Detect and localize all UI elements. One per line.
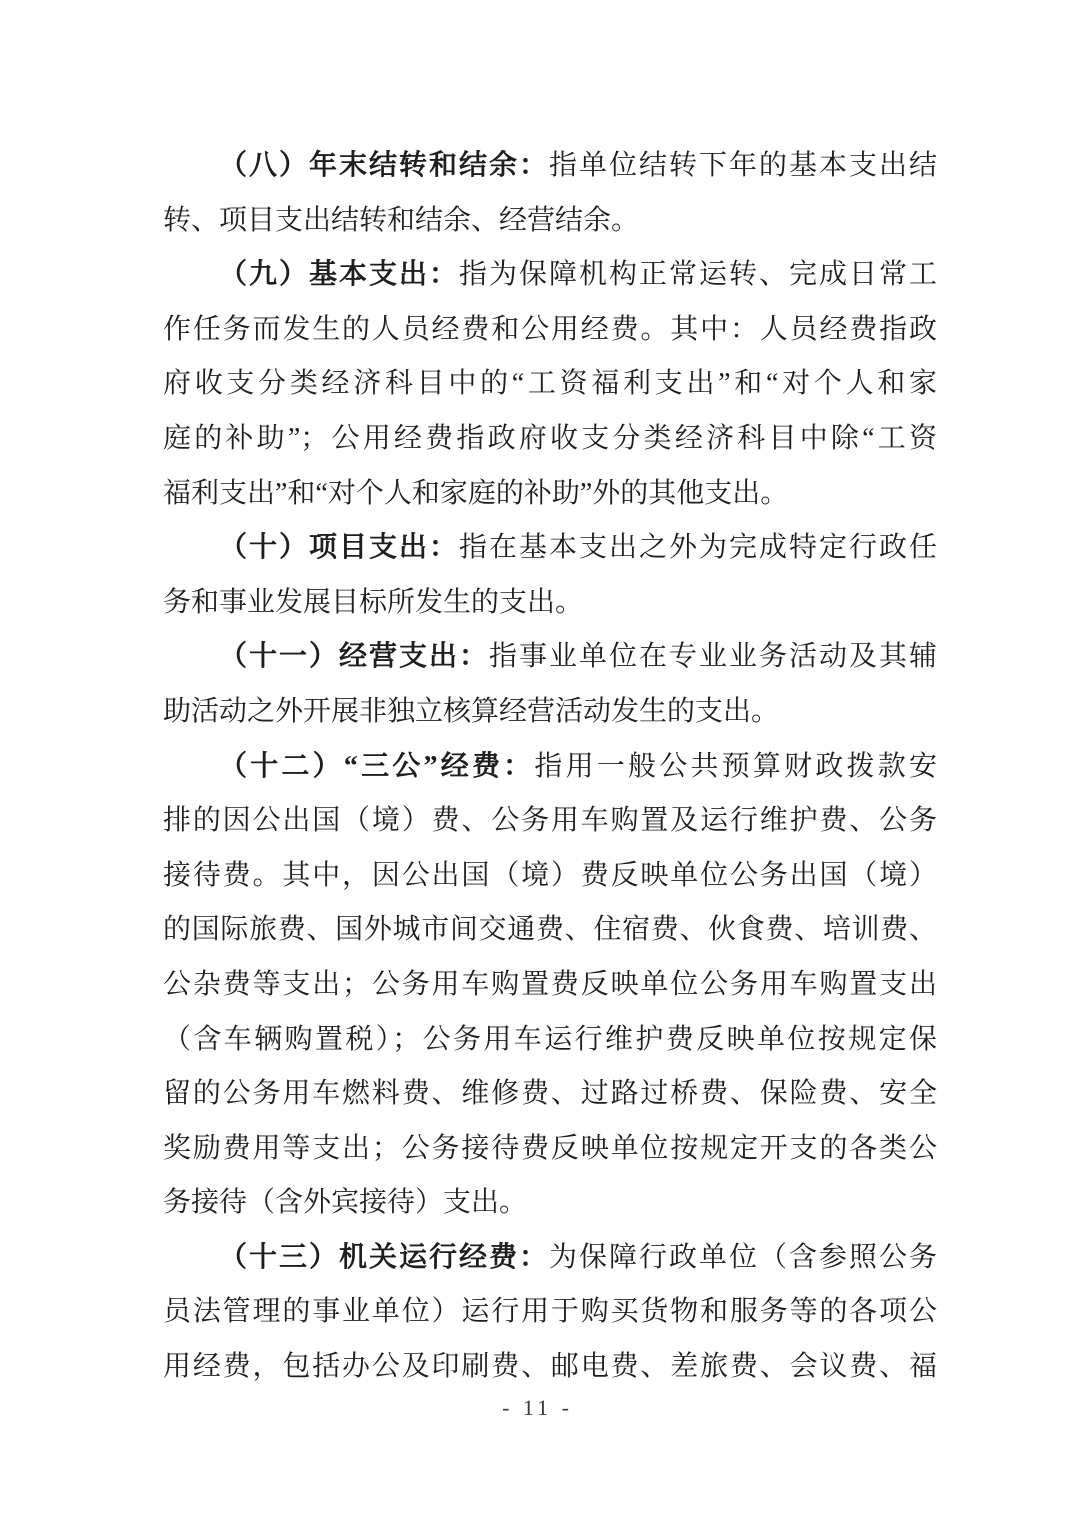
text-line <box>163 194 937 249</box>
body-text: 务接待（含外宾接待）支出。 <box>163 1187 528 1219</box>
body-text: 指事业单位在专业业务活动及其辅 <box>489 641 937 673</box>
text-line <box>163 1122 937 1177</box>
body-text: 作任务而发生的人员经费和公用经费。其中：人员经费指政 <box>163 313 937 345</box>
section-heading: （十一）经营支出： <box>219 641 489 673</box>
document-body <box>163 139 937 1395</box>
page-number: - 11 - <box>502 1395 573 1420</box>
body-text: 庭的补助”；公用经费指政府收支分类经济科目中除“工资 <box>163 422 937 454</box>
body-text: 助活动之外开展非独立核算经营活动发生的支出。 <box>163 695 780 727</box>
body-text: 务和事业发展目标所发生的支出。 <box>163 586 584 618</box>
body-text: 指用一般公共预算财政拨款安 <box>534 750 937 782</box>
text-line <box>163 1340 937 1395</box>
text-line <box>163 1231 937 1286</box>
body-text: 指单位结转下年的基本支出结 <box>549 150 937 181</box>
body-text: 转、项目支出结转和结余、经营结余。 <box>163 204 640 236</box>
body-text: 奖励费用等支出；公务接待费反映单位按规定开支的各类公 <box>163 1132 937 1164</box>
body-text: 为保障行政单位（含参照公务 <box>549 1241 937 1273</box>
text-line <box>163 139 937 194</box>
body-text: 指为保障机构正常运转、完成日常工 <box>459 259 937 291</box>
section-heading: （十二）“三公”经费： <box>219 750 535 782</box>
text-line <box>163 958 937 1013</box>
body-text: 福利支出”和“对个人和家庭的补助”外的其他支出。 <box>163 477 789 509</box>
body-text: 排的因公出国（境）费、公务用车购置及运行维护费、公务 <box>163 805 937 837</box>
body-text: 留的公务用车燃料费、维修费、过路过桥费、保险费、安全 <box>163 1078 937 1110</box>
text-line <box>163 412 937 467</box>
text-line <box>163 1067 937 1122</box>
body-text: 员法管理的事业单位）运行用于购买货物和服务等的各项公 <box>163 1296 937 1328</box>
text-line <box>163 903 937 958</box>
body-text: 接待费。其中，因公出国（境）费反映单位公务出国（境） <box>163 859 937 891</box>
text-line <box>163 630 937 685</box>
section-heading: （八）年末结转和结余： <box>219 150 549 181</box>
body-text: 府收支分类经济科目中的“工资福利支出”和“对个人和家 <box>163 368 937 400</box>
text-line <box>163 685 937 740</box>
text-line <box>163 1176 937 1231</box>
text-line <box>163 576 937 631</box>
page-footer <box>0 1395 1075 1421</box>
text-line <box>163 303 937 358</box>
section-heading: （十）项目支出： <box>219 532 459 564</box>
body-text: （含车辆购置税）；公务用车运行维护费反映单位按规定保 <box>163 1023 937 1055</box>
text-line <box>163 794 937 849</box>
body-text: 指在基本支出之外为完成特定行政任 <box>459 532 937 564</box>
text-line <box>163 1013 937 1068</box>
section-heading: （十三）机关运行经费： <box>219 1241 549 1273</box>
body-text: 的国际旅费、国外城市间交通费、住宿费、伙食费、培训费、 <box>163 914 937 946</box>
text-line <box>163 849 937 904</box>
body-text: 用经费，包括办公及印刷费、邮电费、差旅费、会议费、福 <box>163 1351 937 1383</box>
text-line <box>163 467 937 522</box>
text-line <box>163 740 937 795</box>
body-text: 公杂费等支出；公务用车购置费反映单位公务用车购置支出 <box>163 968 937 1000</box>
text-line <box>163 357 937 412</box>
section-heading: （九）基本支出： <box>219 259 459 291</box>
text-line <box>163 1285 937 1340</box>
text-line <box>163 521 937 576</box>
text-line <box>163 248 937 303</box>
